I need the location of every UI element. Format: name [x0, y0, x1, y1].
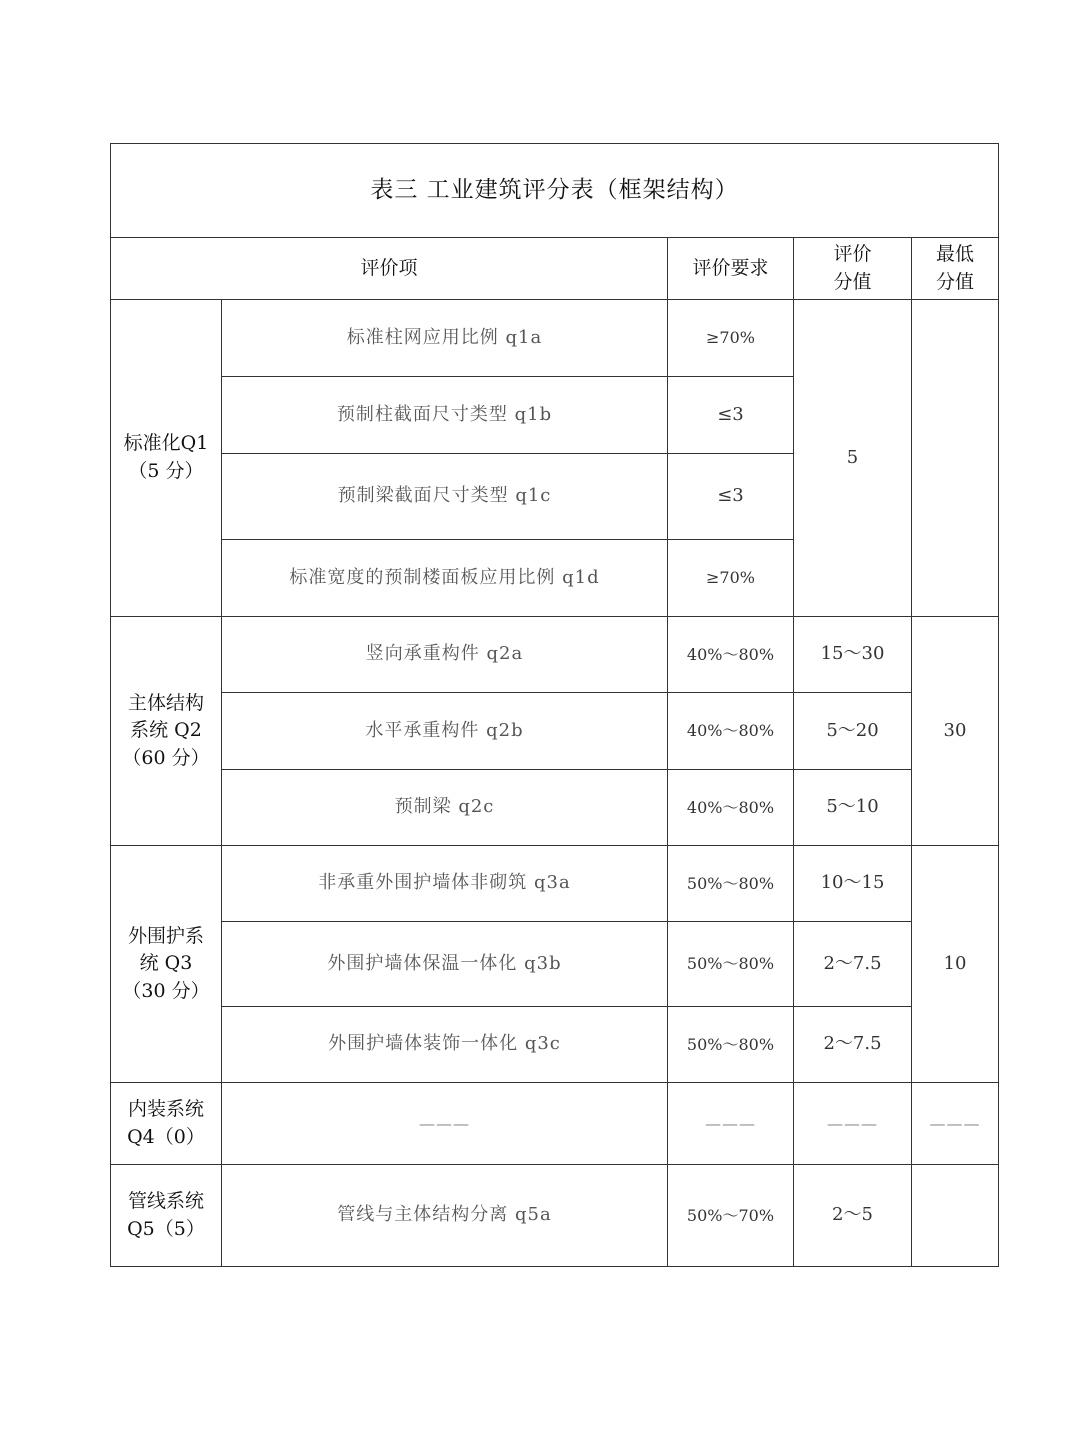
- category-q2-line3: （60 分）: [122, 746, 210, 769]
- item-q1c: 预制梁截面尺寸类型 q1c: [222, 454, 668, 540]
- header-score-line1: 评价: [833, 242, 872, 265]
- req-q2a: 40%～80%: [668, 617, 794, 693]
- header-score-line2: 分值: [833, 270, 872, 293]
- item-q1b: 预制柱截面尺寸类型 q1b: [222, 377, 668, 454]
- category-q5: [111, 1165, 222, 1267]
- score-q2b: 5～20: [794, 693, 912, 770]
- req-q1c: ≤3: [668, 454, 794, 540]
- item-q5a: 管线与主体结构分离 q5a: [222, 1165, 668, 1267]
- score-q3c: 2～7.5: [794, 1007, 912, 1083]
- score-q5a: 2～5: [794, 1165, 912, 1267]
- category-q2: [111, 617, 222, 846]
- score-q3a: 10～15: [794, 846, 912, 922]
- table-row: [111, 770, 999, 846]
- table-row: [111, 846, 999, 922]
- category-q3-line2: 统 Q3: [139, 952, 193, 975]
- score-q3b: 2～7.5: [794, 922, 912, 1007]
- category-q5-line2: Q5（5）: [127, 1217, 205, 1240]
- req-q1b: ≤3: [668, 377, 794, 454]
- item-q1a: 标准柱网应用比例 q1a: [222, 300, 668, 377]
- category-q3: [111, 846, 222, 1083]
- min-q4: ———: [912, 1083, 999, 1165]
- header-item: 评价项: [111, 238, 668, 300]
- table-row: [111, 1165, 999, 1267]
- table-row: [111, 1083, 999, 1165]
- category-q4-line2: Q4（0）: [127, 1125, 205, 1148]
- req-q1a: ≥70%: [668, 300, 794, 377]
- item-q3b: 外围护墙体保温一体化 q3b: [222, 922, 668, 1007]
- scoring-table: [110, 143, 999, 1267]
- header-score: [794, 238, 912, 300]
- table-row: [111, 300, 999, 377]
- req-q4: ———: [668, 1083, 794, 1165]
- category-q1-line1: 标准化Q1: [123, 432, 209, 455]
- category-q2-line1: 主体结构: [127, 691, 204, 714]
- item-q3a: 非承重外围护墙体非砌筑 q3a: [222, 846, 668, 922]
- min-q5: [912, 1165, 999, 1267]
- table-row: [111, 922, 999, 1007]
- score-q2c: 5～10: [794, 770, 912, 846]
- category-q5-line1: 管线系统: [127, 1189, 204, 1212]
- req-q2b: 40%～80%: [668, 693, 794, 770]
- min-q3: 10: [912, 846, 999, 1083]
- category-q3-line1: 外围护系: [127, 924, 204, 947]
- item-q3c: 外围护墙体装饰一体化 q3c: [222, 1007, 668, 1083]
- req-q3c: 50%～80%: [668, 1007, 794, 1083]
- item-q4: ———: [222, 1083, 668, 1165]
- req-q1d: ≥70%: [668, 540, 794, 617]
- req-q3a: 50%～80%: [668, 846, 794, 922]
- table-row: [111, 693, 999, 770]
- title-row: [111, 144, 999, 238]
- header-requirement: 评价要求: [668, 238, 794, 300]
- table-row: [111, 617, 999, 693]
- header-min-line2: 分值: [936, 270, 975, 293]
- table-row: [111, 1007, 999, 1083]
- min-q1: [912, 300, 999, 617]
- table-title: 表三 工业建筑评分表（框架结构）: [111, 144, 999, 238]
- score-q2a: 15～30: [794, 617, 912, 693]
- score-q1: 5: [794, 300, 912, 617]
- req-q5a: 50%～70%: [668, 1165, 794, 1267]
- category-q1-line2: （5 分）: [128, 460, 204, 482]
- req-q3b: 50%～80%: [668, 922, 794, 1007]
- min-q2: 30: [912, 617, 999, 846]
- header-min: [912, 238, 999, 300]
- item-q1d: 标准宽度的预制楼面板应用比例 q1d: [222, 540, 668, 617]
- score-q4: ———: [794, 1083, 912, 1165]
- category-q2-line2: 系统 Q2: [130, 719, 202, 742]
- header-min-line1: 最低: [936, 242, 975, 265]
- category-q4-line1: 内装系统: [127, 1097, 204, 1120]
- item-q2b: 水平承重构件 q2b: [222, 693, 668, 770]
- category-q4: [111, 1083, 222, 1165]
- category-q1: [111, 300, 222, 617]
- item-q2a: 竖向承重构件 q2a: [222, 617, 668, 693]
- req-q2c: 40%～80%: [668, 770, 794, 846]
- item-q2c: 预制梁 q2c: [222, 770, 668, 846]
- category-q3-line3: （30 分）: [122, 979, 210, 1002]
- header-row: [111, 238, 999, 300]
